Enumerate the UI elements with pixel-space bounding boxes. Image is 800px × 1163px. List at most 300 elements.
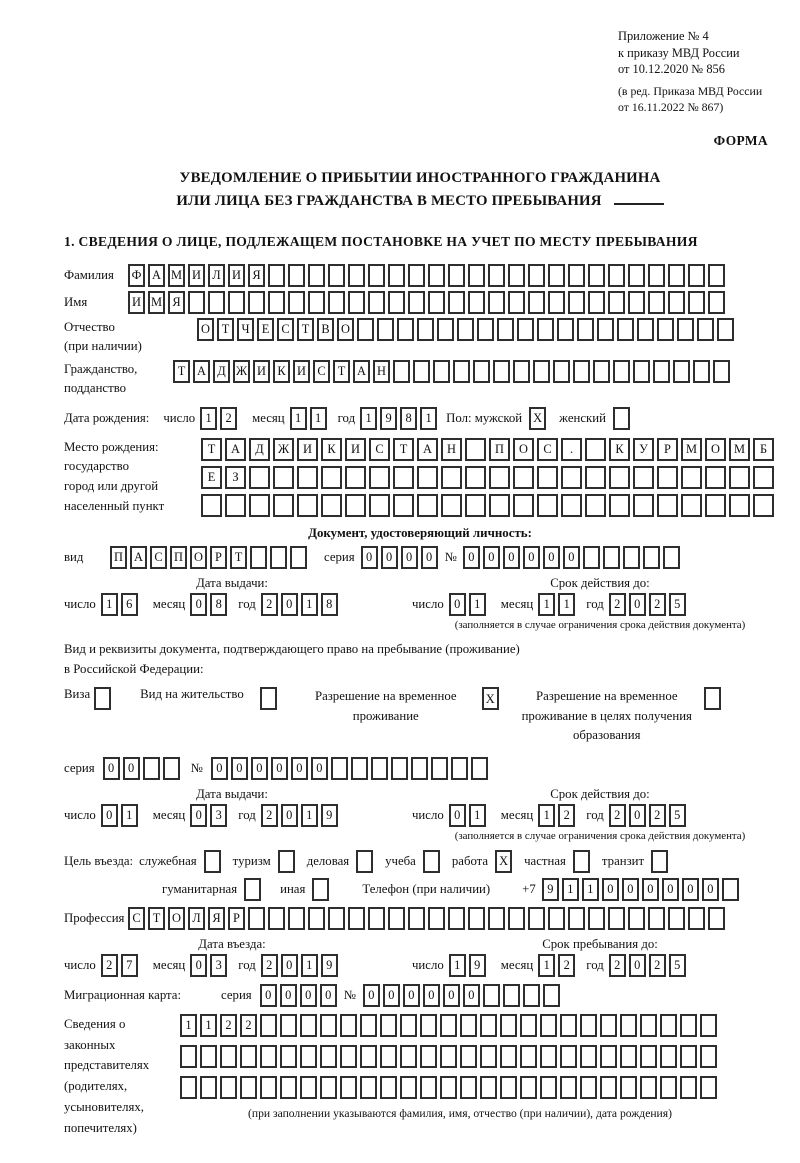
char-box[interactable]: [688, 264, 705, 287]
char-box[interactable]: [413, 360, 430, 383]
char-box[interactable]: [428, 291, 445, 314]
char-box[interactable]: Р: [228, 907, 245, 930]
char-box[interactable]: А: [193, 360, 210, 383]
char-box[interactable]: [663, 546, 680, 569]
char-box[interactable]: [391, 757, 408, 780]
char-box[interactable]: 6: [121, 593, 138, 616]
char-box[interactable]: [320, 1014, 337, 1037]
char-box[interactable]: [248, 291, 265, 314]
char-box[interactable]: [460, 1014, 477, 1037]
char-box[interactable]: X: [482, 687, 499, 710]
doc-number-input[interactable]: [463, 546, 683, 569]
char-box[interactable]: [340, 1014, 357, 1037]
char-box[interactable]: [489, 494, 510, 517]
char-box[interactable]: Н: [373, 360, 390, 383]
char-box[interactable]: [593, 360, 610, 383]
entry-year-input[interactable]: [261, 954, 341, 977]
sex-female-checkbox[interactable]: [613, 407, 633, 430]
char-box[interactable]: [348, 264, 365, 287]
birthdate-month-input[interactable]: [290, 407, 330, 430]
char-box[interactable]: [448, 291, 465, 314]
char-box[interactable]: [388, 264, 405, 287]
char-box[interactable]: [468, 907, 485, 930]
char-box[interactable]: [348, 907, 365, 930]
char-box[interactable]: 0: [443, 984, 460, 1007]
char-box[interactable]: [321, 494, 342, 517]
char-box[interactable]: Т: [333, 360, 350, 383]
char-box[interactable]: 5: [669, 804, 686, 827]
char-box[interactable]: [653, 360, 670, 383]
char-box[interactable]: [513, 466, 534, 489]
char-box[interactable]: [680, 1076, 697, 1099]
char-box[interactable]: [368, 291, 385, 314]
char-box[interactable]: 0: [543, 546, 560, 569]
char-box[interactable]: [417, 494, 438, 517]
doc-expiry-day-input[interactable]: [449, 593, 489, 616]
char-box[interactable]: [668, 291, 685, 314]
char-box[interactable]: [250, 546, 267, 569]
char-box[interactable]: [340, 1076, 357, 1099]
char-box[interactable]: П: [110, 546, 127, 569]
char-box[interactable]: 0: [190, 954, 207, 977]
char-box[interactable]: [493, 360, 510, 383]
char-box[interactable]: 2: [261, 593, 278, 616]
permit-expiry-month-input[interactable]: [538, 804, 578, 827]
char-box[interactable]: [488, 291, 505, 314]
char-box[interactable]: [268, 291, 285, 314]
char-box[interactable]: [360, 1045, 377, 1068]
char-box[interactable]: В: [317, 318, 334, 341]
char-box[interactable]: [220, 1076, 237, 1099]
char-box[interactable]: [393, 494, 414, 517]
char-box[interactable]: [465, 466, 486, 489]
char-box[interactable]: [580, 1076, 597, 1099]
char-box[interactable]: [480, 1014, 497, 1037]
char-box[interactable]: С: [369, 438, 390, 461]
char-box[interactable]: А: [130, 546, 147, 569]
char-box[interactable]: 0: [320, 984, 337, 1007]
char-box[interactable]: X: [495, 850, 512, 873]
char-box[interactable]: [351, 757, 368, 780]
char-box[interactable]: [700, 1076, 717, 1099]
char-box[interactable]: [420, 1014, 437, 1037]
char-box[interactable]: И: [188, 264, 205, 287]
char-box[interactable]: [633, 494, 654, 517]
char-box[interactable]: [423, 850, 440, 873]
char-box[interactable]: [503, 984, 520, 1007]
char-box[interactable]: [433, 360, 450, 383]
char-box[interactable]: А: [353, 360, 370, 383]
char-box[interactable]: [328, 291, 345, 314]
char-box[interactable]: [553, 360, 570, 383]
char-box[interactable]: [497, 318, 514, 341]
char-box[interactable]: [480, 1045, 497, 1068]
char-box[interactable]: [441, 494, 462, 517]
char-box[interactable]: [648, 264, 665, 287]
char-box[interactable]: [628, 291, 645, 314]
char-box[interactable]: 1: [301, 804, 318, 827]
char-box[interactable]: 0: [311, 757, 328, 780]
char-box[interactable]: [708, 291, 725, 314]
char-box[interactable]: [488, 907, 505, 930]
char-box[interactable]: [180, 1076, 197, 1099]
char-box[interactable]: 0: [449, 804, 466, 827]
char-box[interactable]: [308, 291, 325, 314]
char-box[interactable]: [249, 494, 270, 517]
char-box[interactable]: 2: [649, 804, 666, 827]
char-box[interactable]: И: [293, 360, 310, 383]
char-box[interactable]: 0: [260, 984, 277, 1007]
permit-issue-day-input[interactable]: [101, 804, 141, 827]
char-box[interactable]: [393, 360, 410, 383]
char-box[interactable]: 0: [421, 546, 438, 569]
char-box[interactable]: З: [225, 466, 246, 489]
char-box[interactable]: 2: [609, 804, 626, 827]
char-box[interactable]: [561, 494, 582, 517]
char-box[interactable]: Т: [148, 907, 165, 930]
char-box[interactable]: [500, 1014, 517, 1037]
char-box[interactable]: 0: [503, 546, 520, 569]
char-box[interactable]: [700, 1045, 717, 1068]
char-box[interactable]: 0: [702, 878, 719, 901]
char-box[interactable]: [620, 1045, 637, 1068]
char-box[interactable]: [328, 264, 345, 287]
phone-input[interactable]: [542, 878, 742, 901]
doc-issue-year-input[interactable]: [261, 593, 341, 616]
char-box[interactable]: [345, 494, 366, 517]
char-box[interactable]: 3: [210, 804, 227, 827]
char-box[interactable]: Н: [441, 438, 462, 461]
char-box[interactable]: [668, 264, 685, 287]
char-box[interactable]: [368, 264, 385, 287]
stay-month-input[interactable]: [538, 954, 578, 977]
char-box[interactable]: [328, 907, 345, 930]
doc-expiry-year-input[interactable]: [609, 593, 689, 616]
birthplace-input-row1[interactable]: [201, 438, 777, 461]
char-box[interactable]: Л: [188, 907, 205, 930]
char-box[interactable]: Р: [210, 546, 227, 569]
char-box[interactable]: М: [168, 264, 185, 287]
char-box[interactable]: [448, 264, 465, 287]
profession-input[interactable]: [128, 907, 728, 930]
char-box[interactable]: О: [513, 438, 534, 461]
char-box[interactable]: [520, 1076, 537, 1099]
char-box[interactable]: 0: [463, 546, 480, 569]
doc-expiry-month-input[interactable]: [538, 593, 578, 616]
doc-issue-day-input[interactable]: [101, 593, 141, 616]
char-box[interactable]: [633, 360, 650, 383]
char-box[interactable]: [508, 291, 525, 314]
char-box[interactable]: 1: [558, 593, 575, 616]
char-box[interactable]: [688, 907, 705, 930]
char-box[interactable]: [368, 907, 385, 930]
char-box[interactable]: 0: [231, 757, 248, 780]
char-box[interactable]: [628, 264, 645, 287]
char-box[interactable]: С: [313, 360, 330, 383]
char-box[interactable]: [613, 407, 630, 430]
char-box[interactable]: 1: [121, 804, 138, 827]
char-box[interactable]: Т: [217, 318, 234, 341]
char-box[interactable]: Я: [168, 291, 185, 314]
char-box[interactable]: [312, 878, 329, 901]
char-box[interactable]: 0: [281, 804, 298, 827]
char-box[interactable]: П: [170, 546, 187, 569]
char-box[interactable]: 0: [281, 954, 298, 977]
char-box[interactable]: [400, 1014, 417, 1037]
char-box[interactable]: 1: [200, 407, 217, 430]
char-box[interactable]: Е: [201, 466, 222, 489]
purpose-other-checkbox[interactable]: [312, 878, 332, 901]
char-box[interactable]: [244, 878, 261, 901]
char-box[interactable]: О: [705, 438, 726, 461]
char-box[interactable]: [297, 466, 318, 489]
stay-year-input[interactable]: [609, 954, 689, 977]
char-box[interactable]: [585, 466, 606, 489]
char-box[interactable]: [540, 1045, 557, 1068]
char-box[interactable]: [417, 466, 438, 489]
char-box[interactable]: [260, 1076, 277, 1099]
char-box[interactable]: [643, 546, 660, 569]
char-box[interactable]: Т: [230, 546, 247, 569]
char-box[interactable]: [208, 291, 225, 314]
char-box[interactable]: [657, 494, 678, 517]
char-box[interactable]: [260, 687, 277, 710]
char-box[interactable]: [228, 291, 245, 314]
char-box[interactable]: 2: [558, 954, 575, 977]
permit-expiry-year-input[interactable]: [609, 804, 689, 827]
char-box[interactable]: [417, 318, 434, 341]
char-box[interactable]: Е: [257, 318, 274, 341]
char-box[interactable]: [308, 907, 325, 930]
char-box[interactable]: [508, 907, 525, 930]
char-box[interactable]: [201, 494, 222, 517]
doc-issue-month-input[interactable]: [190, 593, 230, 616]
char-box[interactable]: С: [150, 546, 167, 569]
char-box[interactable]: [520, 1045, 537, 1068]
char-box[interactable]: [451, 757, 468, 780]
char-box[interactable]: [308, 264, 325, 287]
char-box[interactable]: [204, 850, 221, 873]
char-box[interactable]: [280, 1045, 297, 1068]
char-box[interactable]: 5: [669, 593, 686, 616]
char-box[interactable]: И: [253, 360, 270, 383]
char-box[interactable]: [380, 1014, 397, 1037]
char-box[interactable]: [517, 318, 534, 341]
char-box[interactable]: 0: [423, 984, 440, 1007]
char-box[interactable]: Ж: [233, 360, 250, 383]
char-box[interactable]: Я: [208, 907, 225, 930]
char-box[interactable]: [557, 318, 574, 341]
char-box[interactable]: [320, 1045, 337, 1068]
char-box[interactable]: [357, 318, 374, 341]
char-box[interactable]: [657, 318, 674, 341]
char-box[interactable]: 1: [449, 954, 466, 977]
char-box[interactable]: [588, 907, 605, 930]
char-box[interactable]: [465, 494, 486, 517]
permit-series-input[interactable]: [103, 757, 183, 780]
birthdate-day-input[interactable]: [200, 407, 240, 430]
char-box[interactable]: 1: [562, 878, 579, 901]
char-box[interactable]: [240, 1045, 257, 1068]
char-box[interactable]: [580, 1045, 597, 1068]
char-box[interactable]: 0: [383, 984, 400, 1007]
char-box[interactable]: [200, 1076, 217, 1099]
char-box[interactable]: [560, 1076, 577, 1099]
char-box[interactable]: [180, 1045, 197, 1068]
entry-month-input[interactable]: [190, 954, 230, 977]
rvp-checkbox[interactable]: [482, 687, 502, 710]
char-box[interactable]: [513, 494, 534, 517]
char-box[interactable]: [225, 494, 246, 517]
purpose-transit-checkbox[interactable]: [651, 850, 671, 873]
char-box[interactable]: [400, 1045, 417, 1068]
char-box[interactable]: М: [681, 438, 702, 461]
char-box[interactable]: 2: [261, 954, 278, 977]
char-box[interactable]: 2: [609, 593, 626, 616]
char-box[interactable]: Т: [173, 360, 190, 383]
char-box[interactable]: [657, 466, 678, 489]
char-box[interactable]: [500, 1045, 517, 1068]
char-box[interactable]: [640, 1076, 657, 1099]
char-box[interactable]: [453, 360, 470, 383]
char-box[interactable]: [268, 907, 285, 930]
purpose-study-checkbox[interactable]: [423, 850, 443, 873]
char-box[interactable]: [543, 984, 560, 1007]
char-box[interactable]: [528, 907, 545, 930]
char-box[interactable]: 1: [200, 1014, 217, 1037]
birthplace-input-row2[interactable]: [201, 466, 777, 489]
char-box[interactable]: [468, 264, 485, 287]
char-box[interactable]: [620, 1014, 637, 1037]
char-box[interactable]: [753, 494, 774, 517]
char-box[interactable]: [705, 466, 726, 489]
char-box[interactable]: [717, 318, 734, 341]
char-box[interactable]: 7: [121, 954, 138, 977]
char-box[interactable]: [548, 907, 565, 930]
char-box[interactable]: А: [417, 438, 438, 461]
char-box[interactable]: 1: [301, 954, 318, 977]
char-box[interactable]: Д: [213, 360, 230, 383]
char-box[interactable]: [393, 466, 414, 489]
char-box[interactable]: И: [128, 291, 145, 314]
char-box[interactable]: 0: [361, 546, 378, 569]
char-box[interactable]: С: [277, 318, 294, 341]
citizenship-input[interactable]: [173, 360, 733, 383]
char-box[interactable]: [94, 687, 111, 710]
char-box[interactable]: [348, 291, 365, 314]
char-box[interactable]: [513, 360, 530, 383]
char-box[interactable]: [411, 757, 428, 780]
char-box[interactable]: [708, 907, 725, 930]
char-box[interactable]: 8: [321, 593, 338, 616]
char-box[interactable]: Л: [208, 264, 225, 287]
purpose-official-checkbox[interactable]: [204, 850, 224, 873]
char-box[interactable]: И: [345, 438, 366, 461]
char-box[interactable]: 0: [381, 546, 398, 569]
char-box[interactable]: [623, 546, 640, 569]
char-box[interactable]: [633, 466, 654, 489]
char-box[interactable]: [240, 1076, 257, 1099]
char-box[interactable]: [280, 1076, 297, 1099]
char-box[interactable]: [597, 318, 614, 341]
char-box[interactable]: [440, 1014, 457, 1037]
entry-day-input[interactable]: [101, 954, 141, 977]
char-box[interactable]: [713, 360, 730, 383]
char-box[interactable]: 0: [101, 804, 118, 827]
char-box[interactable]: [523, 984, 540, 1007]
char-box[interactable]: [585, 438, 606, 461]
birthdate-year-input[interactable]: [360, 407, 440, 430]
char-box[interactable]: [465, 438, 486, 461]
char-box[interactable]: 1: [469, 804, 486, 827]
char-box[interactable]: 0: [403, 984, 420, 1007]
char-box[interactable]: 0: [449, 593, 466, 616]
char-box[interactable]: 1: [290, 407, 307, 430]
char-box[interactable]: 1: [538, 593, 555, 616]
char-box[interactable]: [608, 907, 625, 930]
char-box[interactable]: [288, 291, 305, 314]
char-box[interactable]: [603, 546, 620, 569]
permit-issue-year-input[interactable]: [261, 804, 341, 827]
char-box[interactable]: [200, 1045, 217, 1068]
char-box[interactable]: [580, 1014, 597, 1037]
char-box[interactable]: [400, 1076, 417, 1099]
residence-permit-checkbox[interactable]: [260, 687, 280, 710]
purpose-private-checkbox[interactable]: [573, 850, 593, 873]
char-box[interactable]: Ж: [273, 438, 294, 461]
char-box[interactable]: 1: [360, 407, 377, 430]
rvp-education-checkbox[interactable]: [704, 687, 724, 710]
char-box[interactable]: [520, 1014, 537, 1037]
char-box[interactable]: [568, 264, 585, 287]
char-box[interactable]: [420, 1076, 437, 1099]
char-box[interactable]: [345, 466, 366, 489]
char-box[interactable]: [500, 1076, 517, 1099]
char-box[interactable]: [460, 1076, 477, 1099]
purpose-humanitarian-checkbox[interactable]: [244, 878, 264, 901]
char-box[interactable]: 9: [321, 804, 338, 827]
char-box[interactable]: М: [148, 291, 165, 314]
char-box[interactable]: Т: [393, 438, 414, 461]
char-box[interactable]: [688, 291, 705, 314]
char-box[interactable]: [331, 757, 348, 780]
char-box[interactable]: [729, 494, 750, 517]
char-box[interactable]: [753, 466, 774, 489]
char-box[interactable]: 8: [210, 593, 227, 616]
char-box[interactable]: 1: [180, 1014, 197, 1037]
char-box[interactable]: [637, 318, 654, 341]
permit-expiry-day-input[interactable]: [449, 804, 489, 827]
char-box[interactable]: [600, 1045, 617, 1068]
char-box[interactable]: X: [529, 407, 546, 430]
char-box[interactable]: 2: [609, 954, 626, 977]
char-box[interactable]: 0: [642, 878, 659, 901]
char-box[interactable]: [268, 264, 285, 287]
char-box[interactable]: [369, 466, 390, 489]
char-box[interactable]: [300, 1076, 317, 1099]
char-box[interactable]: 0: [300, 984, 317, 1007]
char-box[interactable]: [428, 907, 445, 930]
char-box[interactable]: 2: [649, 954, 666, 977]
char-box[interactable]: [477, 318, 494, 341]
char-box[interactable]: [677, 318, 694, 341]
char-box[interactable]: [673, 360, 690, 383]
char-box[interactable]: О: [168, 907, 185, 930]
char-box[interactable]: [561, 466, 582, 489]
char-box[interactable]: 0: [123, 757, 140, 780]
char-box[interactable]: 9: [469, 954, 486, 977]
char-box[interactable]: [609, 494, 630, 517]
